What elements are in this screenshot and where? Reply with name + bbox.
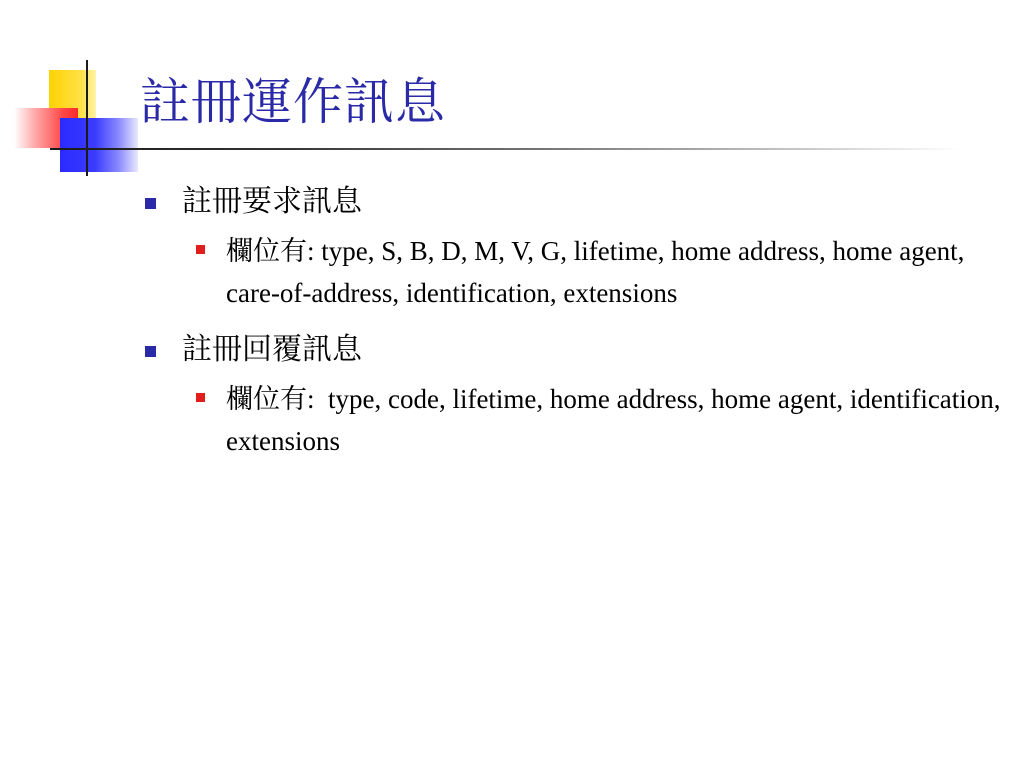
bullet-text: 註冊要求訊息 (182, 185, 362, 218)
title-underline (50, 148, 960, 150)
decorative-blue-square (60, 118, 138, 172)
sub-bullet-text: 欄位有: type, code, lifetime, home address, home agent, identification, extensions (226, 384, 1008, 456)
square-bullet-icon (145, 346, 156, 357)
bullet-text: 註冊回覆訊息 (182, 333, 362, 366)
square-bullet-icon (196, 245, 205, 254)
list-item (140, 328, 1010, 372)
sub-list-item (226, 378, 1010, 462)
square-bullet-icon (145, 198, 156, 209)
decorative-vertical-line (86, 60, 88, 176)
square-bullet-icon (196, 393, 205, 402)
slide-title: 註冊運作訊息 (140, 73, 446, 131)
bullet-list (140, 180, 1010, 476)
list-item (140, 180, 1010, 224)
sub-bullet-text: 欄位有: type, S, B, D, M, V, G, lifetime, home address, home agent, care-of-address, identification, extensions (226, 236, 965, 308)
sub-list-item (226, 230, 1010, 314)
